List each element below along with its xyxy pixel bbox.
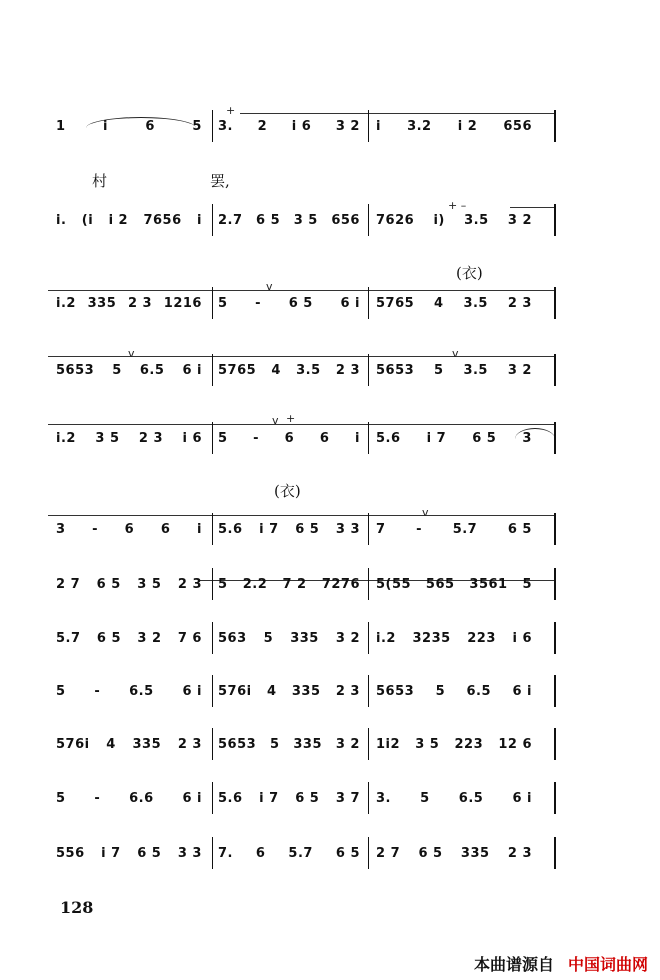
measure	[368, 835, 540, 871]
lyric-text: (衣)	[274, 482, 301, 500]
note-group: -	[94, 790, 101, 806]
note-group: 5653	[218, 736, 257, 752]
note-group: 3.5	[296, 362, 321, 378]
note-group: 6.6	[129, 790, 154, 806]
barline	[554, 204, 556, 236]
barline	[368, 675, 369, 707]
note-group: 2	[257, 118, 268, 134]
note-group: -	[253, 430, 260, 446]
barline	[368, 837, 369, 869]
note-group: 3 2	[507, 362, 532, 378]
note-group: 5	[434, 362, 444, 378]
note-group: 3 7	[335, 790, 360, 806]
note-group: 2 3	[177, 576, 202, 592]
notation-system	[48, 726, 556, 762]
measure	[210, 108, 368, 144]
measure	[368, 566, 540, 602]
note-group: 5(55	[376, 576, 412, 592]
notation-system	[48, 420, 556, 456]
measure	[48, 511, 210, 547]
note-group: i.	[56, 212, 67, 228]
measure	[210, 566, 368, 602]
note-group: 3	[522, 430, 532, 446]
barline	[368, 782, 369, 814]
barline	[554, 622, 556, 654]
note-group: 5765	[376, 295, 415, 311]
note-group: 5.6	[218, 790, 243, 806]
notation-system	[48, 202, 556, 238]
note-group: 6 i	[340, 295, 360, 311]
barline	[554, 728, 556, 760]
measure	[210, 780, 368, 816]
note-group: i 7	[426, 430, 447, 446]
measure	[368, 202, 540, 238]
note-group: 3 3	[177, 845, 202, 861]
note-group: 565	[425, 576, 455, 592]
notation-system	[48, 673, 556, 709]
note-group: 7 2	[282, 576, 307, 592]
note-group: 5.6	[376, 430, 401, 446]
breath-mark: v	[128, 347, 135, 360]
note-group: 3 2	[137, 630, 162, 646]
measure	[210, 511, 368, 547]
measure	[368, 420, 540, 456]
barline	[554, 513, 556, 545]
note-group: 2 7	[56, 576, 81, 592]
lyric-text: (衣)	[456, 264, 483, 282]
note-group: 5	[263, 630, 274, 646]
note-group: 4	[271, 362, 281, 378]
note-group: 6 5	[137, 845, 162, 861]
note-group: 3561	[469, 576, 508, 592]
measure	[48, 673, 210, 709]
note-group: 4	[106, 736, 116, 752]
measure	[48, 780, 210, 816]
note-group: 5.7	[452, 521, 478, 537]
barline	[212, 728, 213, 760]
note-group: 335	[87, 295, 117, 311]
note-group: 7 6	[177, 630, 202, 646]
measure	[210, 835, 368, 871]
note-group: 6 5	[472, 430, 497, 446]
note-group: 6.5	[458, 790, 484, 806]
measure	[368, 108, 540, 144]
note-group: 6.5	[139, 362, 165, 378]
notation-system	[48, 620, 556, 656]
note-group: 7656	[143, 212, 182, 228]
note-group: 5	[218, 576, 228, 592]
note-group: 335	[290, 630, 319, 646]
barline	[368, 513, 369, 545]
note-group: 6 5	[96, 630, 122, 646]
note-group: i	[197, 212, 202, 228]
note-group: 656	[503, 118, 532, 134]
note-group: i 7	[259, 790, 279, 806]
measure	[48, 620, 210, 656]
breath-mark: v	[266, 280, 273, 293]
note-group: 5653	[56, 362, 95, 378]
note-group: 3.	[218, 118, 233, 134]
note-group: 4	[266, 683, 277, 699]
note-group: 3 5	[137, 576, 162, 592]
barline	[212, 837, 213, 869]
note-group: 335	[460, 845, 490, 861]
barline	[212, 675, 213, 707]
measure	[210, 726, 368, 762]
note-group: 12 6	[498, 736, 532, 752]
barline	[212, 568, 213, 600]
measure	[48, 566, 210, 602]
note-group: 6.5	[129, 683, 154, 699]
note-group: 1	[56, 118, 66, 134]
notation-system	[48, 352, 556, 388]
note-group: 335	[293, 736, 323, 752]
barline	[212, 110, 213, 142]
note-group: 3	[56, 521, 66, 537]
note-group: i.2	[56, 430, 76, 446]
note-group: 6	[319, 430, 330, 446]
measure	[368, 352, 540, 388]
note-group: i)	[433, 212, 445, 228]
measure	[368, 673, 540, 709]
note-group: 5	[270, 736, 280, 752]
note-group: -	[255, 295, 262, 311]
note-group: 3 3	[335, 521, 360, 537]
note-group: 3 5	[415, 736, 440, 752]
note-group: 576i	[56, 736, 90, 752]
note-group: i 2	[457, 118, 478, 134]
note-group: -	[94, 683, 101, 699]
note-group: 223	[454, 736, 484, 752]
barline	[212, 622, 213, 654]
notation-system	[48, 108, 556, 144]
note-group: 335	[132, 736, 162, 752]
note-group: i 7	[259, 521, 279, 537]
barline	[368, 622, 369, 654]
note-group: 6 5	[96, 576, 121, 592]
note-group: 3 2	[335, 736, 360, 752]
note-group: 6	[160, 521, 171, 537]
barline	[212, 354, 213, 386]
note-group: 6 5	[256, 212, 281, 228]
barline	[212, 422, 213, 454]
note-group: 6 5	[507, 521, 532, 537]
note-group: 6 i	[512, 790, 532, 806]
note-group: 5	[218, 430, 228, 446]
note-group: 5	[56, 790, 66, 806]
note-group: 3.5	[463, 295, 488, 311]
barline	[554, 782, 556, 814]
barline	[368, 728, 369, 760]
note-group: i 6	[182, 430, 202, 446]
measure	[210, 420, 368, 456]
note-group: 2 3	[335, 362, 360, 378]
lyric-text: 村	[92, 172, 108, 190]
note-group: i	[196, 521, 202, 537]
notation-system	[48, 511, 556, 547]
note-group: 5	[420, 790, 430, 806]
note-group: 6 i	[182, 790, 202, 806]
measure	[368, 780, 540, 816]
note-group: i	[103, 118, 108, 134]
note-group: 5.7	[288, 845, 313, 861]
note-group: i.2	[376, 630, 396, 646]
note-group: 6	[284, 430, 295, 446]
note-group: 3 2	[335, 630, 360, 646]
note-group: -	[416, 521, 423, 537]
note-group: 5653	[376, 362, 415, 378]
note-group: 5765	[218, 362, 257, 378]
note-group: 6.5	[466, 683, 492, 699]
note-group: 5	[522, 576, 532, 592]
plus-mark: + –	[448, 199, 467, 212]
note-group: 335	[291, 683, 321, 699]
measure	[48, 420, 210, 456]
barline	[368, 422, 369, 454]
note-group: i 6	[291, 118, 312, 134]
note-group: 3.5	[464, 212, 489, 228]
note-group: 3 5	[293, 212, 318, 228]
barline	[554, 354, 556, 386]
note-group: 2 3	[177, 736, 202, 752]
barline	[554, 568, 556, 600]
notation-system	[48, 285, 556, 321]
measure	[48, 835, 210, 871]
note-group: 5	[56, 683, 66, 699]
note-group: 6 5	[295, 521, 320, 537]
note-group: 3.5	[463, 362, 488, 378]
note-group: 6 5	[335, 845, 360, 861]
note-group: 656	[331, 212, 360, 228]
measure	[210, 673, 368, 709]
note-group: 2 3	[335, 683, 360, 699]
breath-mark: v	[422, 506, 429, 519]
barline	[212, 782, 213, 814]
note-group: i.2	[56, 295, 76, 311]
note-group: 3 2	[507, 212, 532, 228]
barline	[212, 204, 213, 236]
note-group: 1216	[163, 295, 202, 311]
note-group: 563	[218, 630, 247, 646]
page-number: 128	[60, 898, 94, 917]
note-group: 6	[255, 845, 266, 861]
note-group: 5653	[376, 683, 415, 699]
note-group: 3.2	[407, 118, 432, 134]
note-group: 556	[56, 845, 85, 861]
note-group: 576i	[218, 683, 252, 699]
barline	[554, 837, 556, 869]
note-group: 6	[124, 521, 135, 537]
note-group: 2 3	[507, 845, 532, 861]
barline	[554, 287, 556, 319]
measure	[210, 202, 368, 238]
measure	[368, 620, 540, 656]
watermark-source-text: 本曲谱源自	[473, 955, 554, 974]
barline	[368, 287, 369, 319]
measure	[368, 285, 540, 321]
note-group: 3235	[412, 630, 451, 646]
note-group: 2 7	[376, 845, 401, 861]
barline	[368, 204, 369, 236]
measure	[210, 620, 368, 656]
barline	[368, 568, 369, 600]
measure	[48, 352, 210, 388]
note-group: 6 i	[182, 683, 202, 699]
measure	[48, 108, 210, 144]
note-group: i	[376, 118, 381, 134]
note-group: 5	[112, 362, 122, 378]
measure	[368, 511, 540, 547]
note-group: i 7	[101, 845, 121, 861]
note-group: 6 5	[418, 845, 443, 861]
plus-mark: +	[226, 104, 236, 117]
plus-mark: +	[286, 412, 296, 425]
notation-system	[48, 780, 556, 816]
barline	[554, 110, 556, 142]
note-group: (i	[81, 212, 94, 228]
watermark-site-text: 中国词曲网	[567, 955, 648, 974]
watermark	[474, 952, 648, 975]
note-group: 1i2	[376, 736, 401, 752]
note-group: 7276	[321, 576, 360, 592]
note-group: 2.2	[242, 576, 268, 592]
barline	[368, 354, 369, 386]
note-group: -	[92, 521, 99, 537]
notation-system	[48, 566, 556, 602]
note-group: 2 3	[138, 430, 164, 446]
breath-mark: v	[452, 347, 459, 360]
measure	[368, 726, 540, 762]
note-group: 6 i	[512, 683, 532, 699]
barline	[554, 675, 556, 707]
note-group: 7	[376, 521, 386, 537]
note-group: 5	[435, 683, 446, 699]
measure	[210, 285, 368, 321]
note-group: i 6	[512, 630, 532, 646]
note-group: 5.6	[218, 521, 243, 537]
note-group: 2.7	[218, 212, 243, 228]
note-group: 5.7	[56, 630, 81, 646]
note-group: 5	[218, 295, 228, 311]
measure	[48, 285, 210, 321]
note-group: 3 5	[95, 430, 120, 446]
barline	[554, 422, 556, 454]
note-group: 6 i	[182, 362, 202, 378]
measure	[48, 726, 210, 762]
note-group: 7626	[376, 212, 415, 228]
measure	[48, 202, 210, 238]
note-group: 6 5	[295, 790, 320, 806]
note-group: 223	[467, 630, 496, 646]
lyric-text: 罢,	[210, 172, 230, 190]
barline	[212, 513, 213, 545]
note-group: 3 2	[335, 118, 360, 134]
measure	[210, 352, 368, 388]
note-group: 6	[145, 118, 155, 134]
breath-mark: v	[272, 414, 279, 427]
note-group: 5	[192, 118, 202, 134]
notation-system	[48, 835, 556, 871]
note-group: 7.	[218, 845, 233, 861]
note-group: i	[354, 430, 360, 446]
note-group: 2 3	[127, 295, 153, 311]
note-group: 2 3	[507, 295, 532, 311]
barline	[368, 110, 369, 142]
note-group: 3.	[376, 790, 391, 806]
barline	[212, 287, 213, 319]
note-group: 4	[434, 295, 444, 311]
note-group: i 2	[108, 212, 129, 228]
note-group: 6 5	[288, 295, 313, 311]
